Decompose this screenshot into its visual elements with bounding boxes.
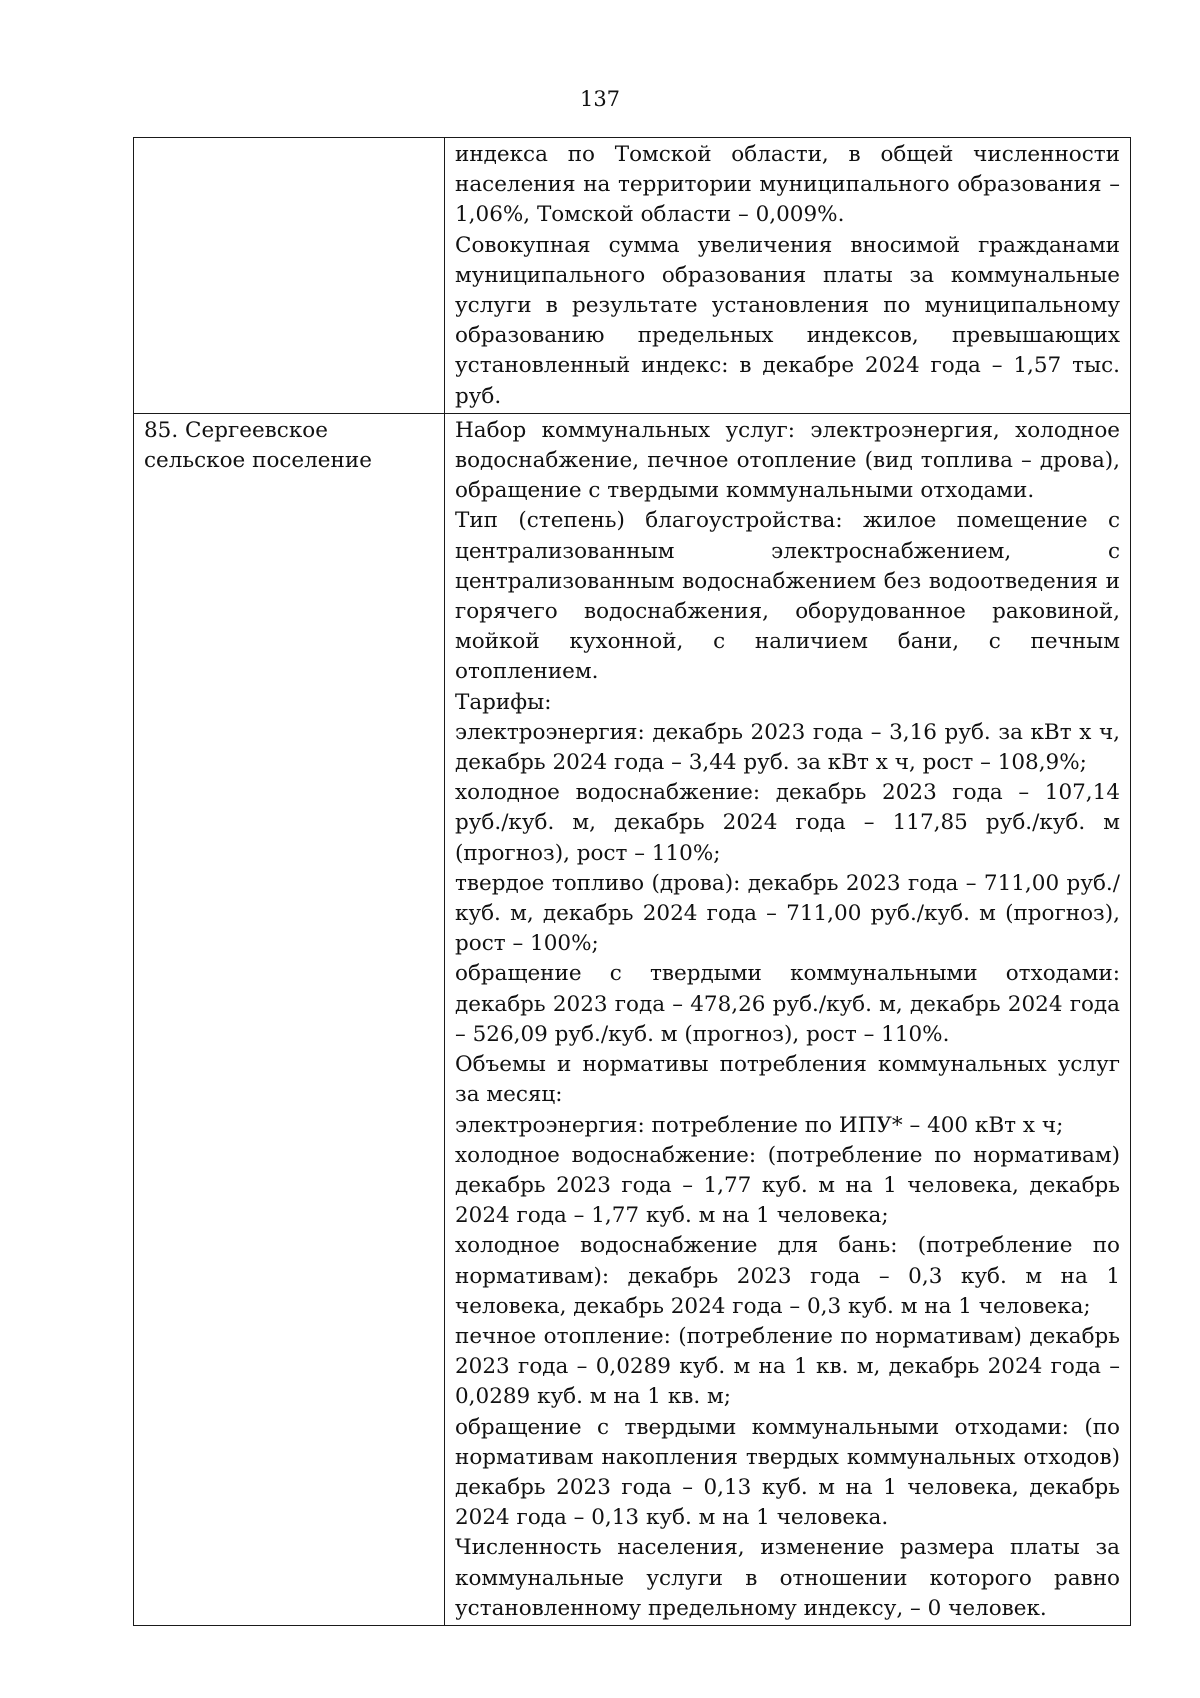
paragraph-volume-electricity: электроэнергия: потребление по ИПУ* – 400 кВт х ч; [455,1112,1064,1138]
paragraph-total-increase: Совокупная сумма увеличения вносимой гражданами муниципального образования платы за коммунальные услуги в результате установления по муниципальному образованию предельных индексов, превышающих установленный индекс: в декабре 2024 года – 1,57 тыс. руб. [455,232,1120,409]
paragraph-tariffs-heading: Тарифы: [455,689,552,715]
paragraph-volume-bath-water: холодное водоснабжение для бань: (потребление по нормативам): декабрь 2023 года – 0,3 куб. м на 1 человека, декабрь 2024 года – 0,3 куб. м на 1 человека; [455,1233,1120,1319]
description-cell [445,138,1131,414]
municipality-cell [134,138,445,414]
page-number: 137 [579,87,621,111]
paragraph-services-set: Набор коммунальных услуг: электроэнергия, холодное водоснабжение, печное отопление (вид топлива – дрова), обращение с твердыми коммунальными отходами. [455,417,1120,504]
paragraph-tariff-solid-fuel: твердое топливо (дрова): декабрь 2023 года – 711,00 руб./куб. м, декабрь 2024 года – 711,00 руб./куб. м (прогноз), рост – 100%; [455,870,1120,957]
paragraph-volume-waste: обращение с твердыми коммунальными отходами: (по нормативам накопления твердых коммунальных отходов) декабрь 2023 года – 0,13 куб. м на 1 человека, декабрь 2024 года – 0,13 куб. м на 1 человека. [455,1414,1120,1531]
paragraph-tariff-electricity: электроэнергия: декабрь 2023 года – 3,16 руб. за кВт х ч, декабрь 2024 года – 3,44 руб. за кВт х ч, рост – 108,9%; [455,719,1120,776]
paragraph-volume-cold-water: холодное водоснабжение: (потребление по нормативам) декабрь 2023 года – 1,77 куб. м на 1 человека, декабрь 2024 года – 1,77 куб. м на 1 человека; [455,1142,1120,1229]
paragraph-tariff-cold-water: холодное водоснабжение: декабрь 2023 года – 107,14 руб./куб. м, декабрь 2024 года – 117,85 руб./куб. м (прогноз), рост – 110%; [455,780,1120,866]
paragraph-improvement-type: Тип (степень) благоустройства: жилое помещение с централизованным электроснабжением, с централизованным водоснабжением без водоотведения и горячего водоснабжения, оборудованное раковиной, мойкой кухонной, с наличием бани, с печным отоплением. [455,508,1120,685]
municipality-cell: 85. Сергеевское сельское поселение [134,413,445,1625]
paragraph-population-share: индекса по Томской области, в общей численности населения на территории муниципального образования – 1,06%, Томской области – 0,009%. [455,142,1120,228]
municipality-tariff-table [133,137,1131,1626]
paragraph-volumes-heading: Объемы и нормативы потребления коммунальных услуг за месяц: [455,1052,1120,1108]
table-row-sergeevskoe [134,413,1131,1625]
paragraph-population-count: Численность населения, изменение размера платы за коммунальные услуги в отношении которого равно установленному предельному индексу, – 0 человек. [455,1535,1120,1621]
paragraph-volume-stove-heating: печное отопление: (потребление по нормативам) декабрь 2023 года – 0,0289 куб. м на 1 кв. м, декабрь 2024 года – 0,0289 куб. м на 1 кв. м; [455,1323,1120,1410]
paragraph-tariff-waste: обращение с твердыми коммунальными отходами: декабрь 2023 года – 478,26 руб./куб. м, декабрь 2024 года – 526,09 руб./куб. м (прогноз), рост – 110%. [455,961,1120,1047]
description-cell [445,413,1131,1625]
table-row-continuation [134,138,1131,414]
